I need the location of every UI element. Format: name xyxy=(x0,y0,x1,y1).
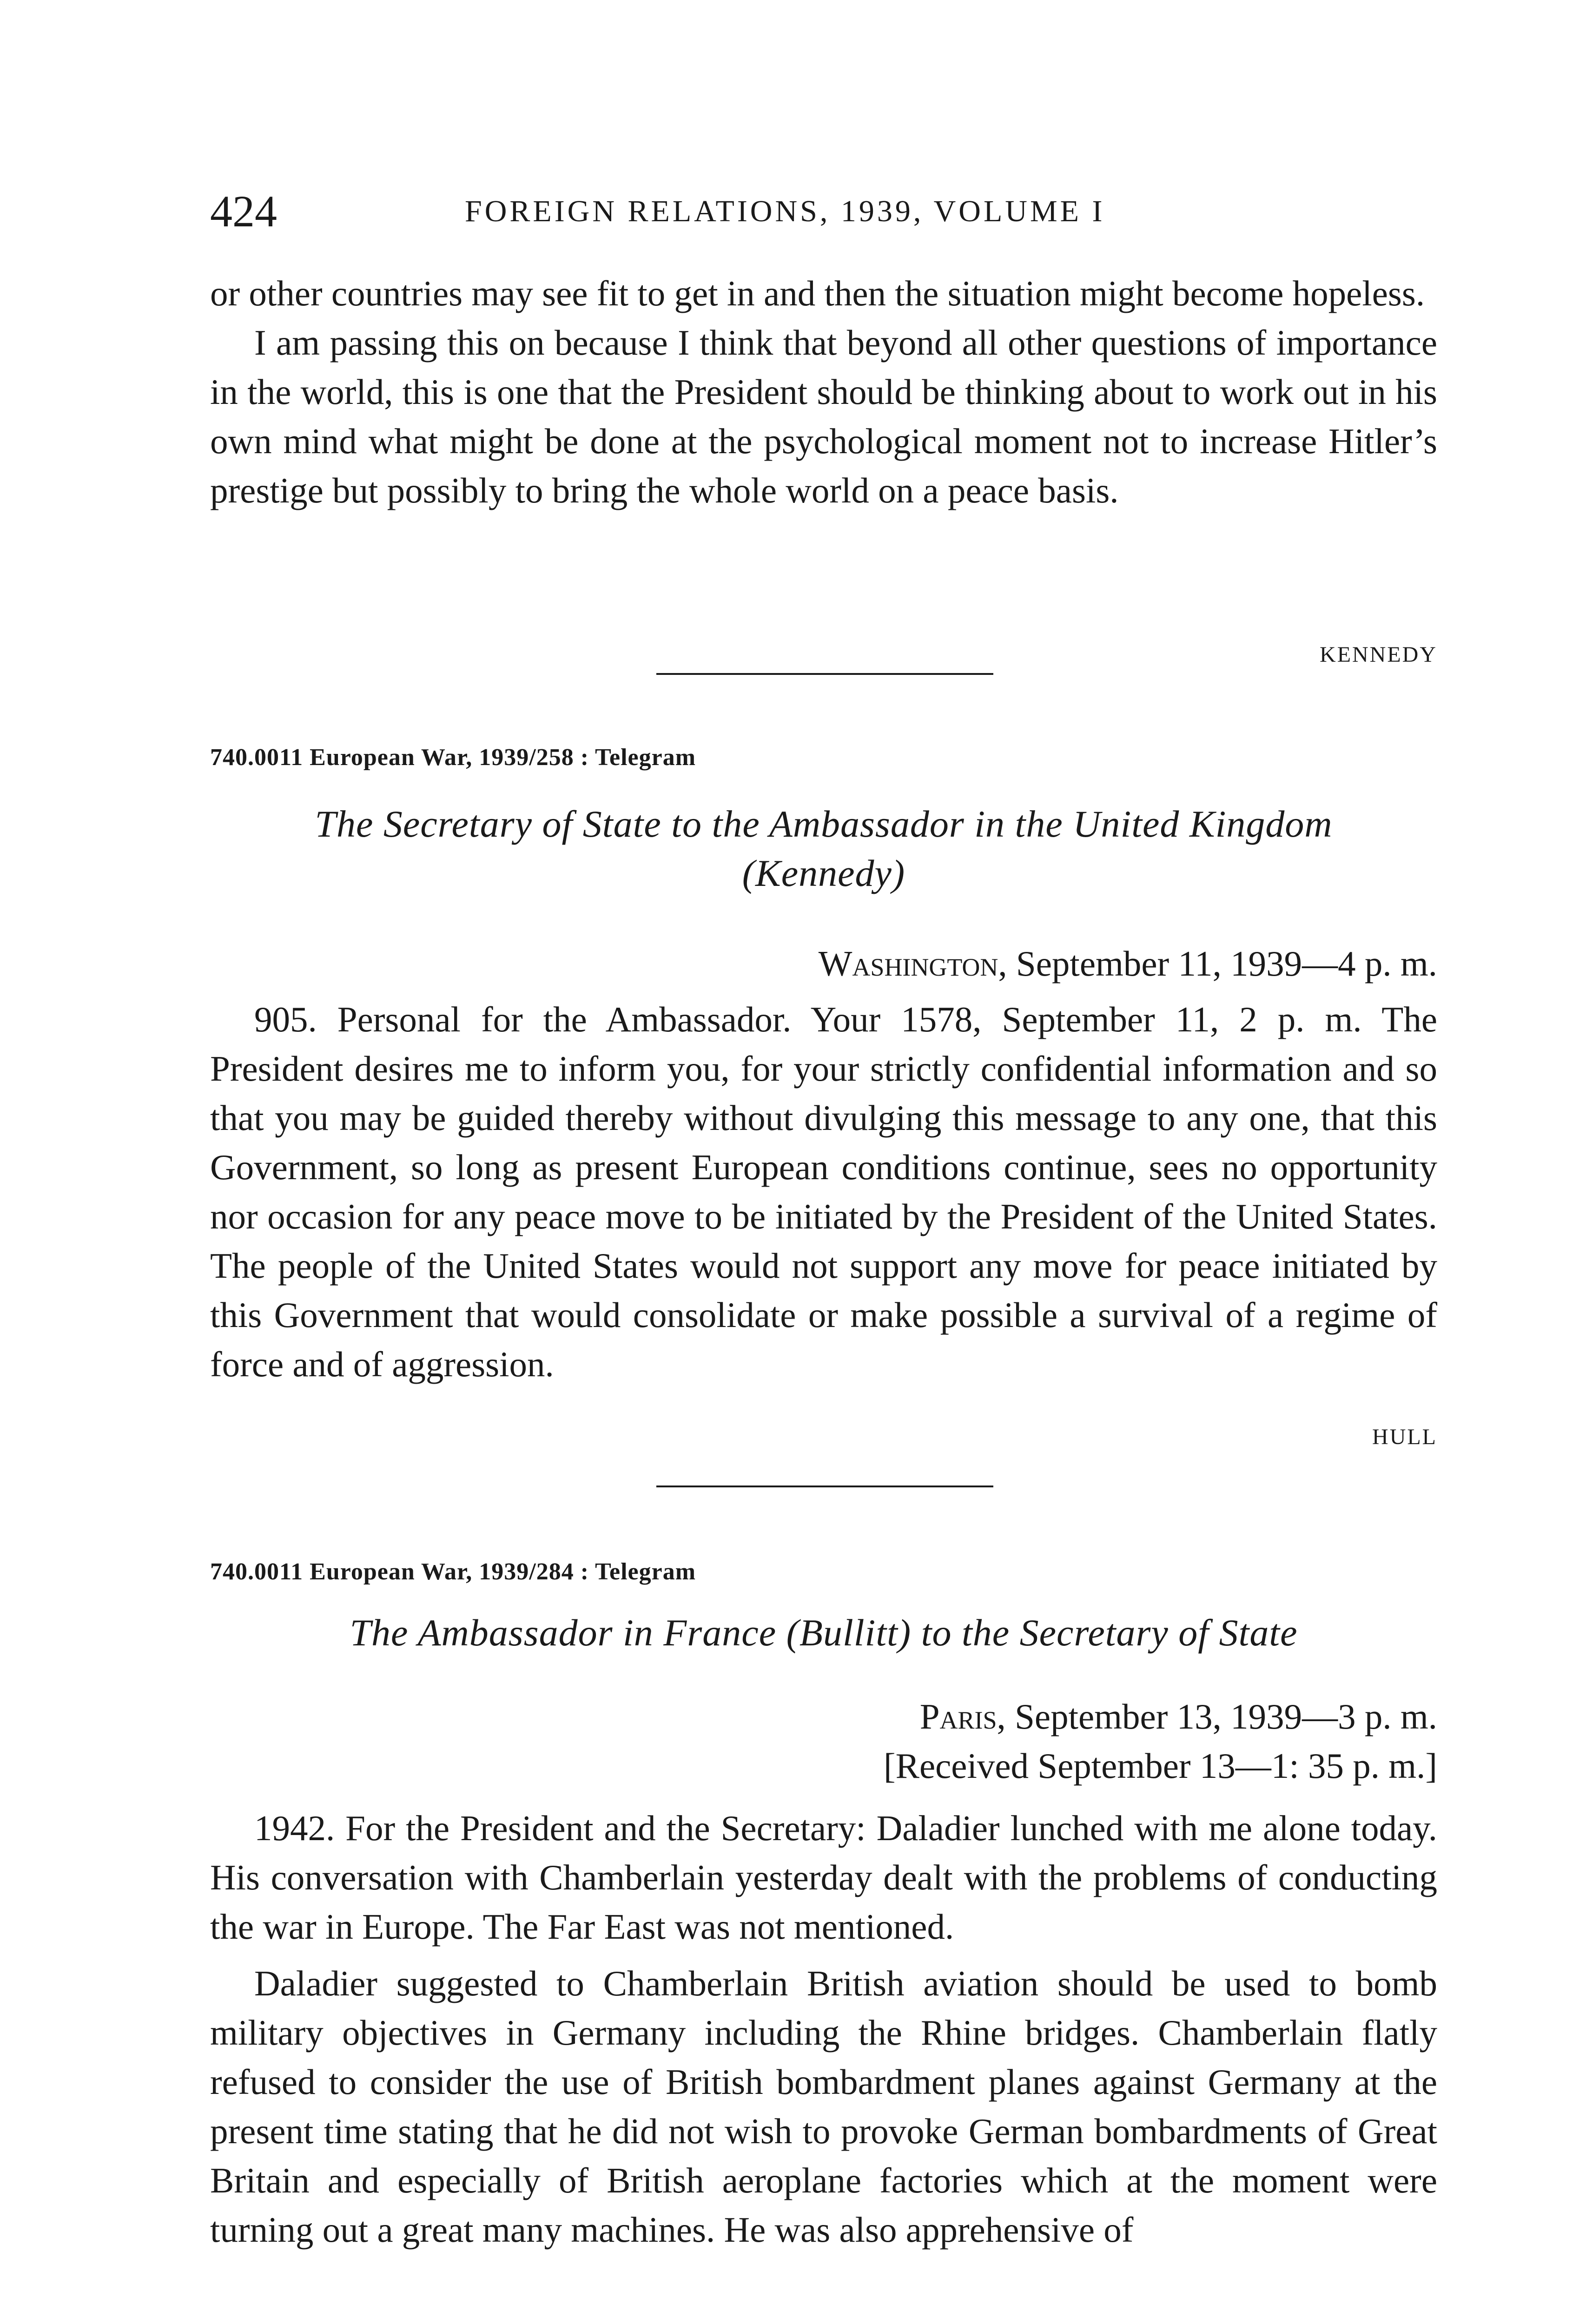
body-paragraph: 1942. For the President and the Secretary: Daladier lunched with me alone today. His conversation with Chamberlain yesterday dealt with the problems of conducting the war in Europe. The Far East was not mentioned. xyxy=(210,1808,1437,1947)
dateline-place: Washington, xyxy=(818,944,1007,984)
section-divider xyxy=(656,1486,993,1487)
document-body xyxy=(210,995,1437,1389)
signature-kennedy: kennedy xyxy=(1320,634,1437,669)
dateline-date: September 11, 1939—4 p. m. xyxy=(1007,944,1437,984)
file-reference: 740.0011 European War, 1939/258 : Telegram xyxy=(210,744,696,771)
page-header xyxy=(210,184,1437,239)
dateline-place: Paris, xyxy=(919,1697,1006,1736)
continuation-paragraph: I am passing this on because I think that beyond all other questions of importance in the world, this is one that the President should be thinking about to work out in his own mind what might be done at the psychological moment not to increase Hitler’s prestige but possibly to bring the whole world on a peace basis. xyxy=(210,323,1437,510)
page-number: 424 xyxy=(210,186,277,236)
document-title xyxy=(210,1608,1437,1657)
received-note: [Received September 13—1: 35 p. m.] xyxy=(883,1746,1437,1786)
document-title-line: The Secretary of State to the Ambassador in the United Kingdom xyxy=(315,803,1333,845)
body-paragraph: 905. Personal for the Ambassador. Your 1578, September 11, 2 p. m. The President desires me to inform you, for your strictly confidential information and so that you may be guided thereby without divulging this message to any one, that this Government, so long as present European conditions continue, sees no opportunity nor occasion for any peace move to be initiated by the President of the United States. The people of the United States would not support any move for peace initiated by this Government that would consolidate or make possible a survival of a regime of force and of aggression. xyxy=(210,999,1437,1384)
continuation-text: or other countries may see fit to get in and then the situation might become hopeless. xyxy=(210,273,1425,313)
body-paragraph: Daladier suggested to Chamberlain British aviation should be used to bomb military objectives in Germany including the Rhine bridges. Chamberlain flatly refused to consider the use of British bombardment planes against Germany at the present time stating that he did not wish to provoke German bombardments of Great Britain and especially of British aeroplane factories which at the moment were turning out a great many machines. He was also apprehensive of xyxy=(210,1963,1437,2250)
continuation-block xyxy=(210,269,1437,515)
dateline xyxy=(819,939,1437,988)
dateline-date: September 13, 1939—3 p. m. xyxy=(1005,1697,1437,1736)
dateline xyxy=(884,1692,1437,1790)
document-title xyxy=(210,799,1437,898)
document-title-line: The Ambassador in France (Bullitt) to the Secretary of State xyxy=(350,1611,1298,1654)
document-body xyxy=(210,1803,1437,2254)
file-reference: 740.0011 European War, 1939/284 : Telegram xyxy=(210,1558,696,1585)
running-title: FOREIGN RELATIONS, 1939, VOLUME I xyxy=(465,194,1105,228)
document-title-line: (Kennedy) xyxy=(742,852,905,894)
signature-hull: hull xyxy=(1372,1416,1437,1451)
section-divider xyxy=(656,673,993,675)
